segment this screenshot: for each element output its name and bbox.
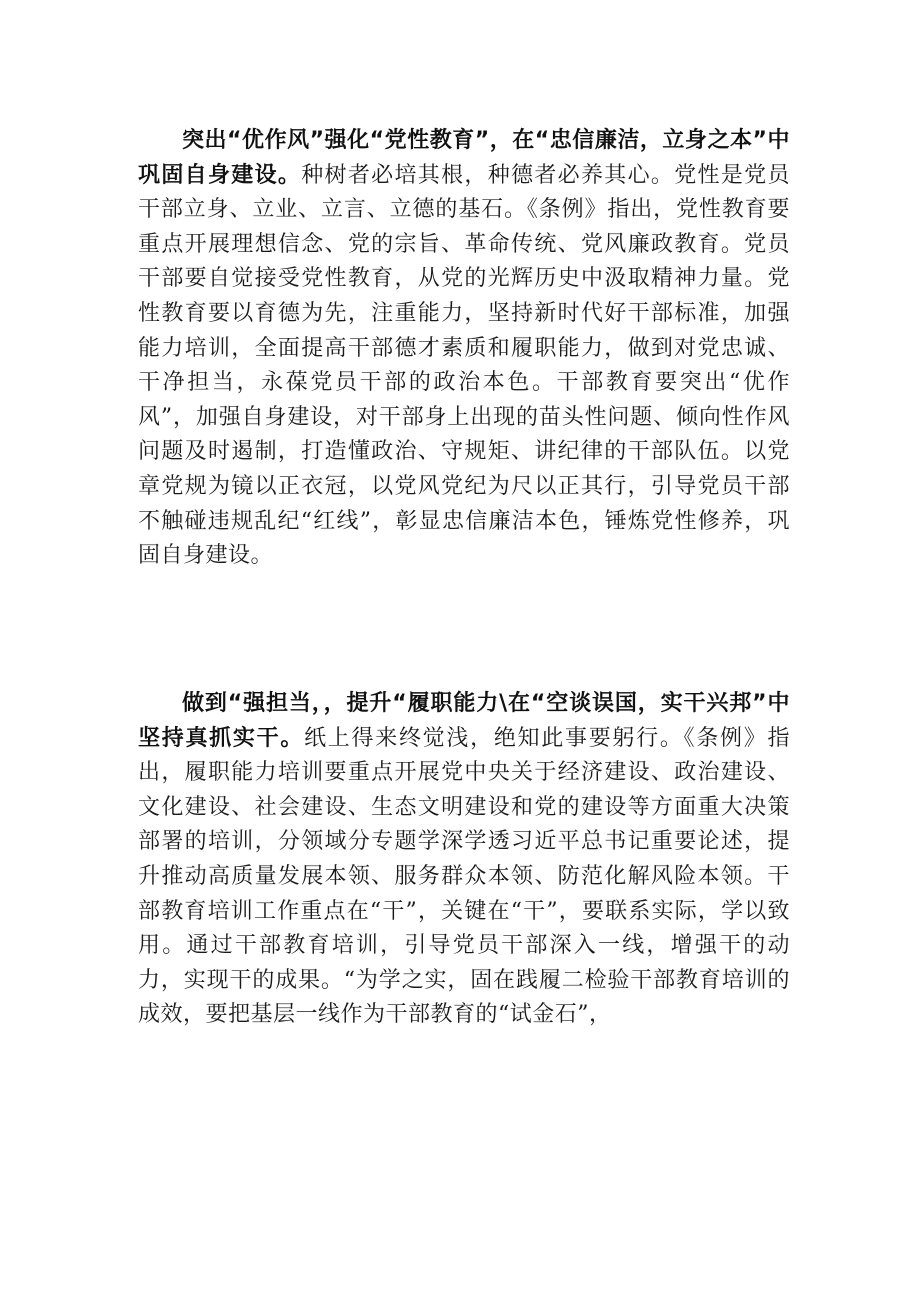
paragraph-heading: 突出“优作风”强化“党性教育”，在“忠信廉洁，立身之本”中巩固自身建设。	[138, 128, 790, 188]
paragraph-body: 种树者必培其根，种德者必养其心。党性是党员干部立身、立业、立言、立德的基石。《条例》指出，党性教育要重点开展理想信念、党的宗旨、革命传统、党风廉政教育。党员干部要自觉接受党性教育，从党的光辉历史中汲取精神力量。党性教育要以育德为先，注重能力，坚持新时代好干部标准，加强能力培训，全面提高干部德才素质和履职能力，做到对党忠诚、干净担当，永葆党员干部的政治本色。干部教育要突出“优作风”，加强自身建设，对干部身上出现的苗头性问题、倾向性作风问题及时遏制，打造懂政治、守规矩、讲纪律的干部队伍。以党章党规为镜以正衣冠，以党风党纪为尺以正其行，引导党员干部不触碰违规乱纪“红线”，彰显忠信廉洁本色，锤炼党性修养，巩固自身建设。	[138, 162, 790, 569]
paragraph-party-spirit-education	[138, 124, 790, 574]
paragraph-heading: 做到“强担当，，提升“履职能力\在“空谈误国，实干兴邦”中坚持真抓实干。	[138, 691, 790, 751]
paragraph-body: 纸上得来终觉浅，绝知此事要躬行。《条例》指出，履职能力培训要重点开展党中央关于经济建设、政治建设、文化建设、社会建设、生态文明建设和党的建设等方面重大决策部署的培训，分领域分专题学深学透习近平总书记重要论述，提升推动高质量发展本领、服务群众本领、防范化解风险本领。干部教育培训工作重点在“干”，关键在“干”，要联系实际，学以致用。通过干部教育培训，引导党员干部深入一线，增强干的动力，实现干的成果。“为学之实，固在践履二检验干部教育培训的成效，要把基层一线作为干部教育的“试金石”，	[138, 725, 790, 1028]
paragraph-performance-ability	[138, 687, 790, 1033]
